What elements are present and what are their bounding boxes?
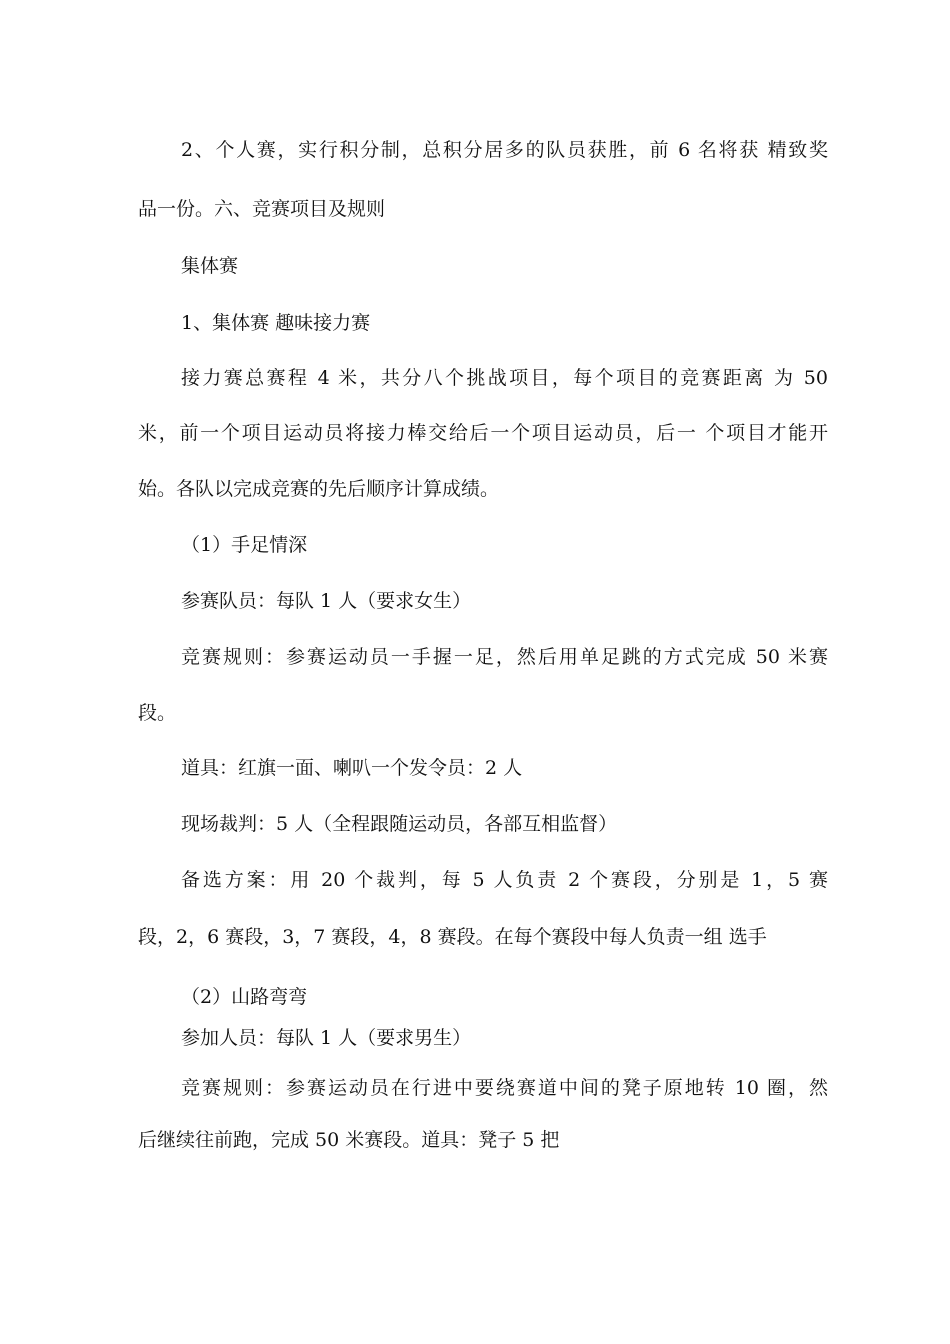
paragraph-line: 后继续往前跑，完成 50 米赛段。道具：凳子 5 把 (138, 1129, 560, 1151)
paragraph-line: 品一份。六、竞赛项目及规则 (138, 198, 386, 220)
paragraph-line: 接力赛总赛程 4 米，共分八个挑战项目，每个项目的竞赛距离 为 50 (181, 367, 828, 389)
item-heading: （2）山路弯弯 (181, 986, 308, 1008)
paragraph-line: 现场裁判：5 人（全程跟随运动员，各部互相监督） (181, 813, 618, 835)
item-heading: （1）手足情深 (181, 534, 308, 556)
paragraph-line: 2、个人赛，实行积分制，总积分居多的队员获胜，前 6 名将获 精致奖 (181, 139, 828, 161)
paragraph-line: 竞赛规则：参赛运动员一手握一足，然后用单足跳的方式完成 50 米赛 (181, 646, 828, 668)
paragraph-line: 段。 (138, 702, 177, 724)
section-heading: 集体赛 (181, 255, 239, 277)
paragraph-line: 竞赛规则：参赛运动员在行进中要绕赛道中间的凳子原地转 10 圈，然 (181, 1077, 828, 1099)
paragraph-line: 始。各队以完成竞赛的先后顺序计算成绩。 (138, 478, 500, 500)
paragraph-line: 道具：红旗一面、喇叭一个发令员：2 人 (181, 757, 523, 779)
paragraph-line: 段，2，6 赛段，3，7 赛段，4，8 赛段。在每个赛段中每人负责一组 选手 (138, 926, 767, 948)
section-heading: 1、集体赛 趣味接力赛 (181, 312, 371, 334)
paragraph-line: 参赛队员：每队 1 人（要求女生） (181, 590, 472, 612)
paragraph-line: 备选方案：用 20 个裁判，每 5 人负责 2 个赛段，分别是 1，5 赛 (181, 869, 828, 891)
paragraph-line: 米，前一个项目运动员将接力棒交给后一个项目运动员，后一 个项目才能开 (138, 422, 828, 444)
paragraph-line: 参加人员：每队 1 人（要求男生） (181, 1027, 472, 1049)
